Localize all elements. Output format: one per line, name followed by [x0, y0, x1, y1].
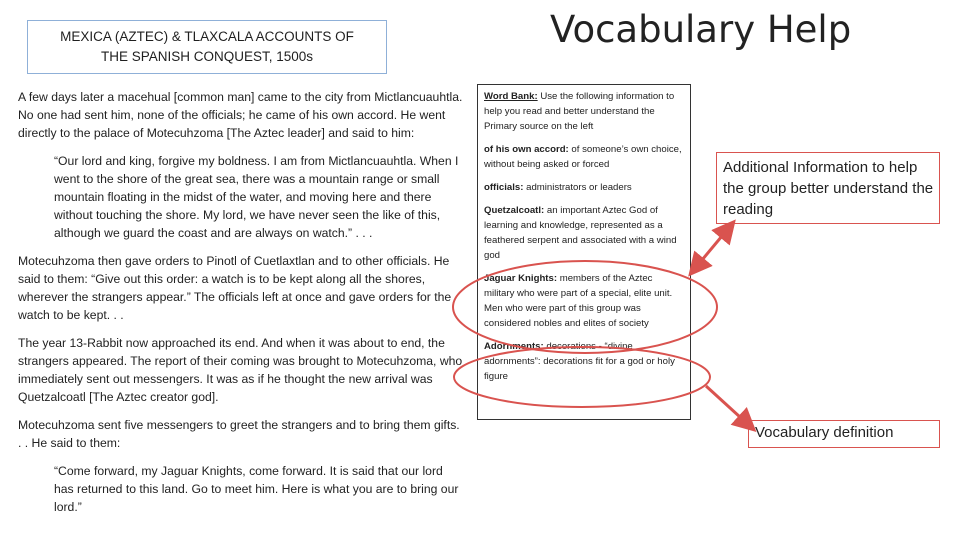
passage-paragraph: Motecuhzoma sent five messengers to greet the strangers and to bring them gifts. . . He said to them: [18, 418, 460, 450]
passage-quote: “Come forward, my Jaguar Knights, come forward. It is said that our lord has returned to this land. Go to meet him. Here is what you are to bring our lord.” [54, 464, 459, 514]
vocab-definition-callout: Vocabulary definition [748, 420, 940, 448]
arrow-to-additional-info [692, 224, 732, 272]
word-bank-label: Word Bank: [484, 91, 538, 102]
vocab-definition: decorations - “divine adornments”: decorations fit for a god or holy figure [484, 341, 675, 382]
vocab-term: officials: [484, 182, 524, 193]
passage-quote: “Our lord and king, forgive my boldness. I am from Mictlancuauhtla. When I went to the shore of the great sea, there was a mountain range or small mountain floating in the midst of the water, and moving here and there without touching the shore. My lord, we have never seen the like of this, although we guard the coast and are always on watch.” . . . [54, 154, 459, 240]
arrow-to-vocab-definition [706, 386, 752, 428]
word-bank-instructions: Use the following information to help you read and better understand the Primary source on the left [484, 91, 675, 132]
vocab-definition: of someone’s own choice, without being asked or forced [484, 144, 682, 170]
passage-paragraph: A few days later a macehual [common man] came to the city from Mictlancuauhtla. No one had sent him, none of the officials; he came of his own accord. He went directly to the palace of Motecuhzoma [The Aztec leader] and said to him: [18, 90, 463, 140]
passage-paragraph: The year 13-Rabbit now approached its end. And when it was about to end, the strangers appeared. The report of their coming was brought to Motecuhzoma, who immediately sent out messengers. It was as if he thought the new arrival was Quetzalcoatl [The Aztec creator god]. [18, 336, 463, 404]
vocab-definition: administrators or leaders [523, 182, 632, 193]
vocab-term: Quetzalcoatl: [484, 205, 545, 216]
passage-paragraph: Motecuhzoma then gave orders to Pinotl of Cuetlaxtlan and to other officials. He said to them: “Give out this order: a watch is to be kept along all the shores, wherever the strangers appear.” The officials left at once and gave orders for the watch to be kept. . . [18, 254, 452, 322]
vocab-definition: an important Aztec God of learning and knowledge, represented as a feathered serpent and associated with a wind god [484, 205, 677, 261]
highlight-ellipse-adornments [454, 347, 710, 407]
vocab-term: Jaguar Knights: [484, 273, 558, 284]
title-line-2: THE SPANISH CONQUEST, 1500s [100, 49, 314, 64]
vocab-definition: members of the Aztec military who were part of a special, elite unit. Men who were part of this group was considered nobles and elites of society [484, 273, 673, 329]
page-heading: Vocabulary Help [550, 8, 852, 51]
vocab-term: of his own accord: [484, 144, 569, 155]
title-line-1: MEXICA (AZTEC) & TLAXCALA ACCOUNTS OF [60, 29, 354, 44]
additional-info-callout: Additional Information to help the group better understand the reading [716, 152, 940, 224]
vocab-term: Adornments: [484, 341, 544, 352]
highlight-ellipse-jaguar [453, 261, 717, 353]
